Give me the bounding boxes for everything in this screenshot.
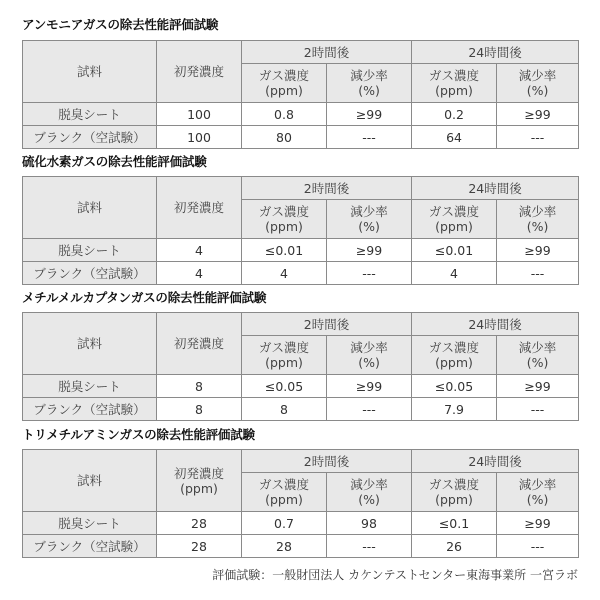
- header-initial: 初発濃度: [157, 41, 242, 103]
- header-initial: 初発濃度: [157, 177, 242, 239]
- header-after-2h: 2時間後: [242, 177, 412, 200]
- cell-initial: 4: [157, 239, 242, 262]
- header-reduction-2h: 減少率 (%): [327, 200, 412, 239]
- header-gas-conc-24h: ガス濃度 (ppm): [412, 64, 497, 103]
- cell-24h-rate: ---: [497, 262, 579, 285]
- header-reduction-2h: 減少率 (%): [327, 473, 412, 512]
- header-gas-conc-24h: ガス濃度 (ppm): [412, 336, 497, 375]
- header-reduction-2h: 減少率 (%): [327, 336, 412, 375]
- row-label: ブランク（空試験）: [23, 535, 157, 558]
- cell-24h-rate: ---: [497, 398, 579, 421]
- cell-2h-rate: ---: [327, 126, 412, 149]
- cell-2h-rate: 98: [327, 512, 412, 535]
- row-label: ブランク（空試験）: [23, 126, 157, 149]
- cell-2h-conc: ≤0.05: [242, 375, 327, 398]
- table-row: [23, 126, 579, 149]
- cell-2h-conc: ≤0.01: [242, 239, 327, 262]
- header-gas-conc-2h: ガス濃度 (ppm): [242, 200, 327, 239]
- cell-24h-rate: ≥99: [497, 512, 579, 535]
- cell-24h-conc: 64: [412, 126, 497, 149]
- header-reduction-24h: 減少率 (%): [497, 64, 579, 103]
- header-initial: 初発濃度: [157, 313, 242, 375]
- header-after-24h: 24時間後: [412, 41, 579, 64]
- table-row: [23, 239, 579, 262]
- cell-initial: 100: [157, 126, 242, 149]
- cell-2h-conc: 0.7: [242, 512, 327, 535]
- table-methyl-mercaptan: [22, 312, 579, 421]
- row-label: 脱臭シート: [23, 103, 157, 126]
- cell-2h-conc: 28: [242, 535, 327, 558]
- footer-test-organization: 評価試験：一般財団法人 カケンテストセンター東海事業所 一宮ラボ: [212, 568, 578, 582]
- cell-24h-conc: ≤0.01: [412, 239, 497, 262]
- cell-24h-rate: ≥99: [497, 103, 579, 126]
- table-row: [23, 398, 579, 421]
- cell-2h-rate: ≥99: [327, 239, 412, 262]
- header-reduction-2h: 減少率 (%): [327, 64, 412, 103]
- cell-24h-conc: 26: [412, 535, 497, 558]
- cell-initial: 4: [157, 262, 242, 285]
- row-label: 脱臭シート: [23, 375, 157, 398]
- header-after-2h: 2時間後: [242, 41, 412, 64]
- section-title-trimethylamine: トリメチルアミンガスの除去性能評価試験: [22, 427, 255, 442]
- header-sample: 試料: [23, 450, 157, 512]
- header-sample: 試料: [23, 177, 157, 239]
- header-after-24h: 24時間後: [412, 177, 579, 200]
- header-gas-conc-2h: ガス濃度 (ppm): [242, 336, 327, 375]
- cell-2h-rate: ≥99: [327, 375, 412, 398]
- header-gas-conc-2h: ガス濃度 (ppm): [242, 64, 327, 103]
- cell-24h-conc: 0.2: [412, 103, 497, 126]
- cell-initial: 28: [157, 512, 242, 535]
- table-row: [23, 262, 579, 285]
- cell-initial: 100: [157, 103, 242, 126]
- header-after-2h: 2時間後: [242, 313, 412, 336]
- cell-24h-rate: ≥99: [497, 375, 579, 398]
- header-sample: 試料: [23, 41, 157, 103]
- cell-24h-conc: 4: [412, 262, 497, 285]
- row-label: ブランク（空試験）: [23, 398, 157, 421]
- cell-24h-conc: 7.9: [412, 398, 497, 421]
- header-sample: 試料: [23, 313, 157, 375]
- cell-initial: 28: [157, 535, 242, 558]
- cell-2h-rate: ---: [327, 535, 412, 558]
- cell-initial: 8: [157, 398, 242, 421]
- cell-2h-rate: ≥99: [327, 103, 412, 126]
- cell-2h-conc: 80: [242, 126, 327, 149]
- row-label: 脱臭シート: [23, 239, 157, 262]
- header-gas-conc-24h: ガス濃度 (ppm): [412, 200, 497, 239]
- header-reduction-24h: 減少率 (%): [497, 336, 579, 375]
- table-row: [23, 103, 579, 126]
- cell-2h-conc: 4: [242, 262, 327, 285]
- header-after-24h: 24時間後: [412, 313, 579, 336]
- cell-24h-conc: ≤0.1: [412, 512, 497, 535]
- row-label: 脱臭シート: [23, 512, 157, 535]
- table-row: [23, 375, 579, 398]
- section-title-ammonia: アンモニアガスの除去性能評価試験: [22, 17, 219, 32]
- cell-2h-conc: 8: [242, 398, 327, 421]
- table-ammonia: [22, 40, 579, 149]
- header-initial-ppm: 初発濃度 (ppm): [157, 450, 242, 512]
- header-after-2h: 2時間後: [242, 450, 412, 473]
- header-reduction-24h: 減少率 (%): [497, 473, 579, 512]
- cell-24h-rate: ---: [497, 126, 579, 149]
- header-reduction-24h: 減少率 (%): [497, 200, 579, 239]
- table-row: [23, 512, 579, 535]
- table-hydrogen-sulfide: [22, 176, 579, 285]
- cell-2h-rate: ---: [327, 262, 412, 285]
- table-row: [23, 535, 579, 558]
- section-title-hydrogen-sulfide: 硫化水素ガスの除去性能評価試験: [22, 154, 207, 169]
- cell-24h-rate: ---: [497, 535, 579, 558]
- row-label: ブランク（空試験）: [23, 262, 157, 285]
- cell-2h-rate: ---: [327, 398, 412, 421]
- cell-2h-conc: 0.8: [242, 103, 327, 126]
- cell-initial: 8: [157, 375, 242, 398]
- table-trimethylamine: [22, 449, 579, 558]
- cell-24h-conc: ≤0.05: [412, 375, 497, 398]
- cell-24h-rate: ≥99: [497, 239, 579, 262]
- header-gas-conc-2h: ガス濃度 (ppm): [242, 473, 327, 512]
- section-title-methyl-mercaptan: メチルメルカプタンガスの除去性能評価試験: [22, 290, 267, 305]
- header-after-24h: 24時間後: [412, 450, 579, 473]
- header-gas-conc-24h: ガス濃度 (ppm): [412, 473, 497, 512]
